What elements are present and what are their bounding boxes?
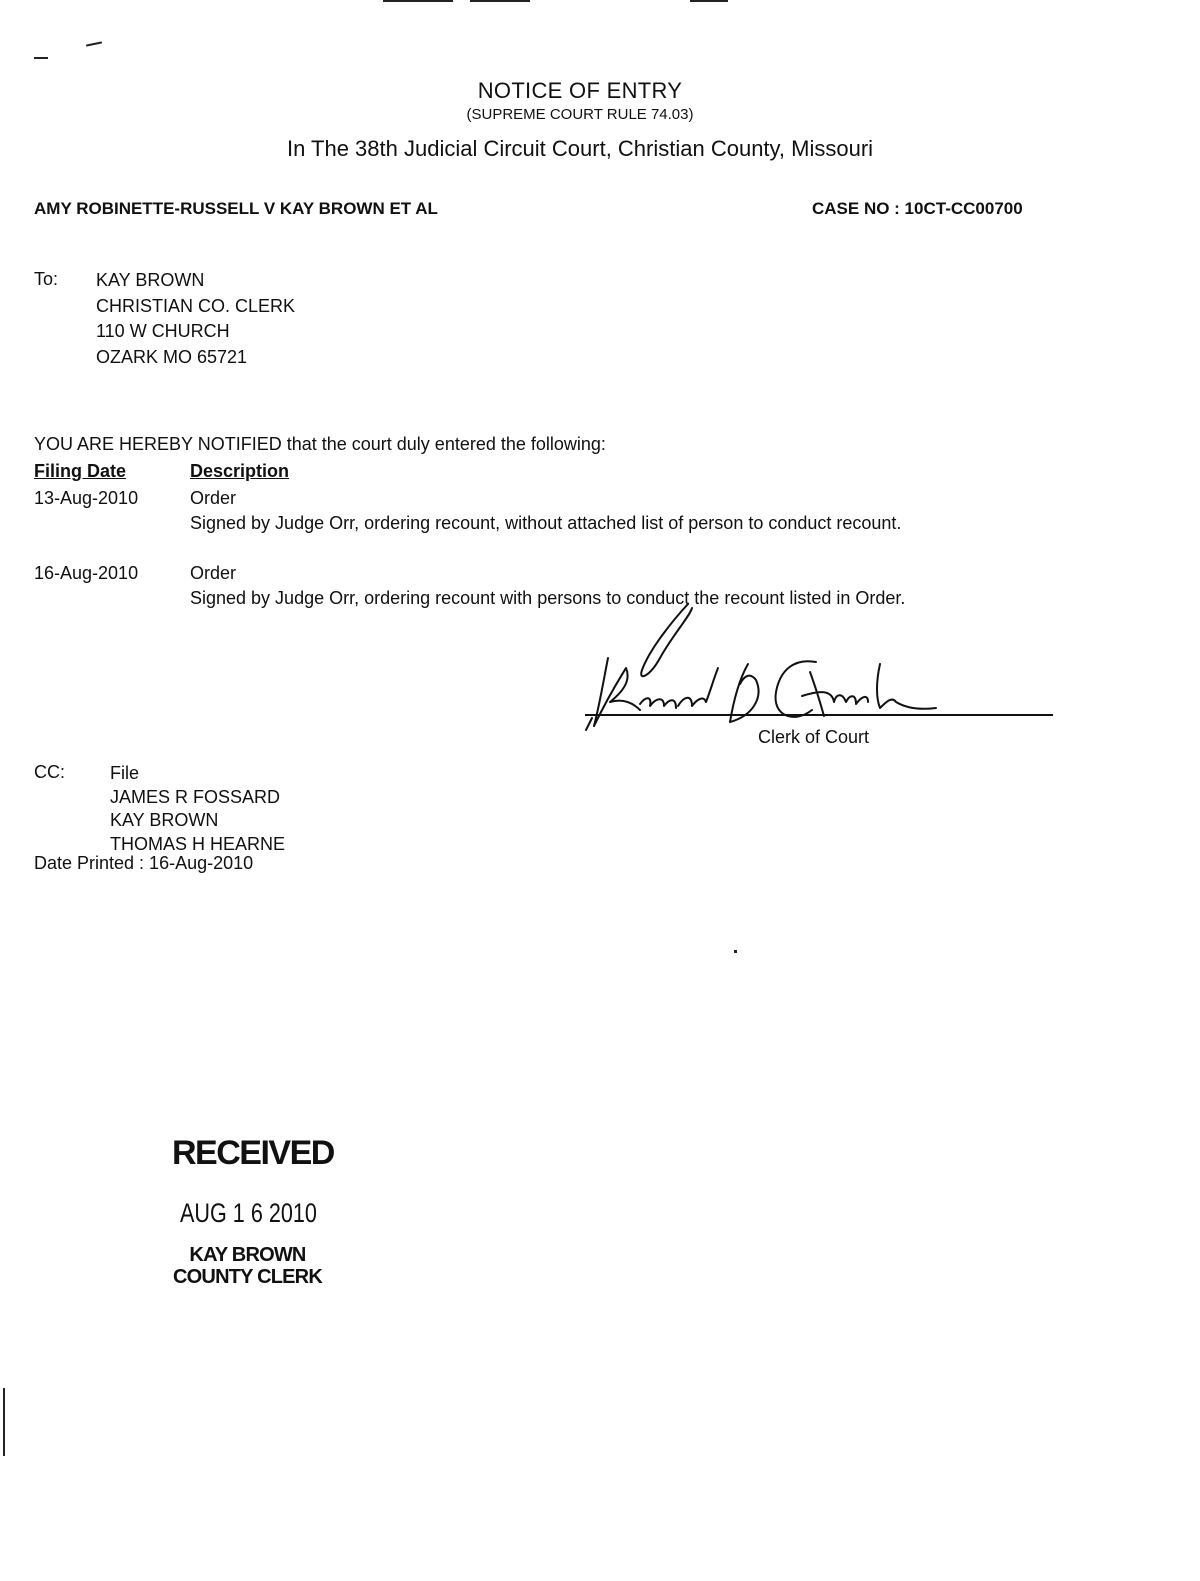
scan-mark <box>734 950 737 953</box>
address-line: 110 W CHURCH <box>96 321 230 341</box>
cc-item: THOMAS H HEARNE <box>110 833 286 854</box>
cc-list <box>110 762 285 856</box>
document-title: NOTICE OF ENTRY <box>477 78 683 103</box>
scan-mark <box>3 1388 5 1456</box>
signature-line <box>585 714 1053 716</box>
scan-mark <box>34 57 48 59</box>
filing-date-header: Filing Date <box>34 461 127 481</box>
address-line: KAY BROWN <box>96 270 205 290</box>
description-header: Description <box>190 461 290 481</box>
received-stamp: RECEIVED <box>172 1134 334 1172</box>
clerk-signature <box>580 598 960 738</box>
cc-item: JAMES R FOSSARD <box>110 786 281 807</box>
court-name: In The 38th Judicial Circuit Court, Christian County, Missouri <box>286 136 874 161</box>
entry-type: Order <box>190 488 237 508</box>
to-label: To: <box>34 269 59 289</box>
entry-detail: Signed by Judge Orr, ordering recount, without attached list of person to conduct recount. <box>190 513 902 533</box>
recipient-address <box>96 268 295 370</box>
scan-mark <box>86 41 102 46</box>
scan-mark <box>383 0 453 2</box>
date-printed: Date Printed : 16-Aug-2010 <box>34 853 254 873</box>
stamp-office <box>160 1244 335 1288</box>
address-line: OZARK MO 65721 <box>96 346 248 367</box>
stamp-office-line: COUNTY CLERK <box>173 1266 322 1288</box>
address-line: CHRISTIAN CO. CLERK <box>96 295 296 316</box>
scan-mark <box>690 0 728 2</box>
case-number: CASE NO : 10CT-CC00700 <box>812 199 1023 218</box>
entry-date: 16-Aug-2010 <box>34 563 139 583</box>
scan-mark <box>470 0 530 2</box>
stamp-date: AUG 1 6 2010 <box>180 1198 317 1228</box>
notice-statement: YOU ARE HEREBY NOTIFIED that the court duly entered the following: <box>34 434 606 454</box>
cc-label: CC: <box>34 762 65 782</box>
cc-item: KAY BROWN <box>110 810 219 830</box>
stamp-name-line: KAY BROWN <box>189 1244 306 1266</box>
entry-detail: Signed by Judge Orr, ordering recount with persons to conduct the recount listed in Order. <box>190 588 906 608</box>
case-caption: AMY ROBINETTE-RUSSELL V KAY BROWN ET AL <box>34 199 438 218</box>
rule-reference: (SUPREME COURT RULE 74.03) <box>466 106 694 123</box>
cc-item: File <box>110 763 140 783</box>
clerk-title: Clerk of Court <box>758 727 870 747</box>
entry-date: 13-Aug-2010 <box>34 488 139 508</box>
entry-type: Order <box>190 563 237 583</box>
